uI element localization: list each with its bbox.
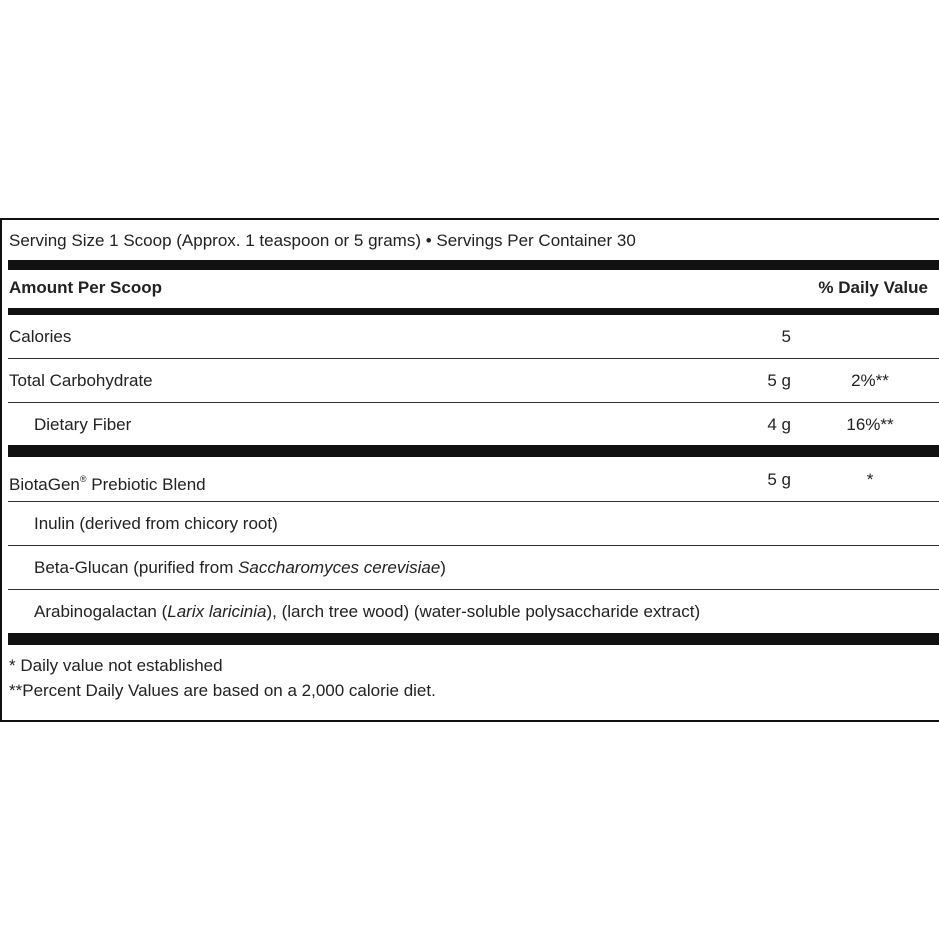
daily-value-header: % Daily Value [818, 278, 928, 297]
ingredient-row-beta-glucan [8, 546, 939, 589]
divider-thick [8, 445, 939, 457]
footnote-percent-daily: **Percent Daily Values are based on a 2,000 calorie diet. [9, 681, 436, 700]
ingredient-row-inulin [8, 502, 939, 545]
ingredient-species: Larix laricinia [167, 602, 267, 621]
ingredient-species: Saccharomyces cerevisiae [238, 558, 441, 577]
nutrient-daily-value: 16%** [846, 415, 894, 434]
nutrient-daily-value: 2%** [851, 371, 889, 390]
nutrient-row-calories [8, 315, 939, 358]
nutrient-name: Calories [9, 327, 72, 346]
blend-name [9, 458, 206, 506]
divider-thick [8, 308, 939, 315]
ingredient-text: ) [440, 558, 446, 577]
amount-per-header: Amount Per Scoop [9, 278, 163, 297]
blend-suffix: Prebiotic Blend [86, 475, 206, 494]
footnotes [9, 653, 436, 703]
ingredient-name [34, 590, 700, 633]
divider-thick [8, 260, 939, 270]
ingredient-name [34, 546, 446, 589]
nutrient-amount: 5 [781, 327, 791, 346]
ingredient-text: Arabinogalactan ( [34, 602, 168, 621]
ingredient-text: ), (larch tree wood) (water-soluble polysaccharide extract) [266, 602, 701, 621]
nutrient-name: Total Carbohydrate [9, 371, 153, 390]
supplement-facts-panel [0, 218, 939, 722]
nutrient-row-dietary-fiber [8, 403, 939, 446]
ingredient-name: Inulin (derived from chicory root) [34, 514, 278, 533]
nutrient-row-total-carbohydrate [8, 359, 939, 402]
ingredient-row-arabinogalactan [8, 590, 939, 633]
nutrient-amount: 4 g [767, 415, 791, 434]
serving-info: Serving Size 1 Scoop (Approx. 1 teaspoon or 5 grams) • Servings Per Container 30 [9, 231, 636, 250]
registered-mark: ® [79, 474, 87, 484]
table-header [8, 276, 939, 304]
blend-daily-value: * [866, 470, 874, 489]
nutrient-name: Dietary Fiber [34, 415, 132, 434]
divider-thick [8, 633, 939, 645]
blend-row [8, 458, 939, 501]
ingredient-text: Beta-Glucan (purified from [34, 558, 239, 577]
blend-brand: BiotaGen [9, 475, 80, 494]
nutrient-amount: 5 g [767, 371, 791, 390]
blend-amount: 5 g [767, 470, 791, 489]
footnote-daily-value: * Daily value not established [9, 656, 223, 675]
